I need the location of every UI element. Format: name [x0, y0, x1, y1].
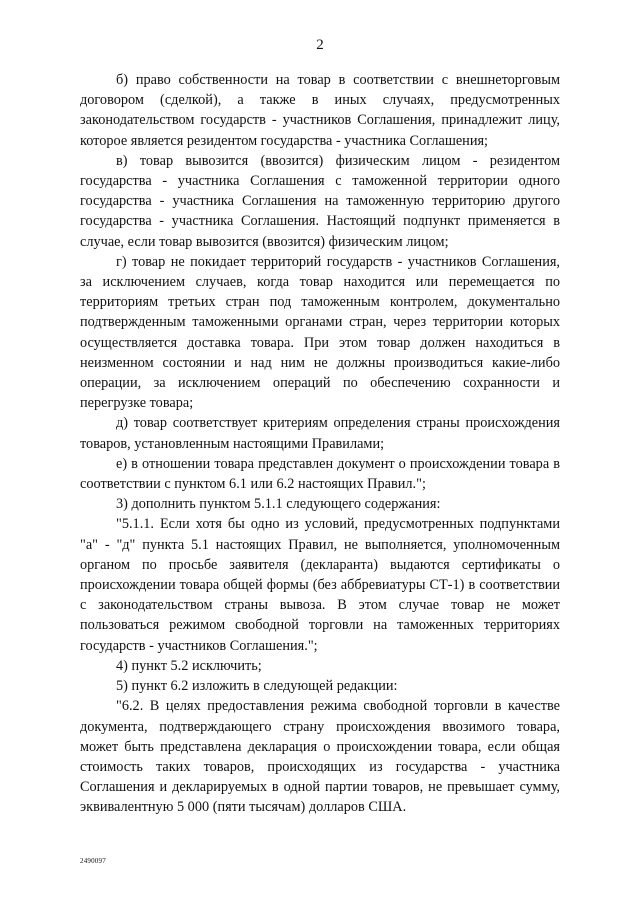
paragraph-clause-6-2: "6.2. В целях предоставления режима свободной торговли в качестве документа, подтверждающего страну происхождения ввозимого товара, может быть представлена декларация о происхождении товара, если общая стоимость таких товаров, происходящих из государства - участника Соглашения и декларируемых в одной партии товаров, не превышает сумму, эквивалентную 5 000 (пяти тысячам) долларов США.: [80, 698, 560, 816]
paragraph-item-v: в) товар вывозится (ввозится) физическим лицом - резидентом государства - участника Соглашения с таможенной территории одного государства - участника Соглашения на таможенную территорию другого государства - участника Соглашения. Настоящий подпункт применяется в случае, если товар вывозится (ввозится) физическим лицом;: [80, 152, 560, 250]
paragraph-item-g: г) товар не покидает территорий государств - участников Соглашения, за исключением случаев, когда товар находится или перемещается по территориям третьих стран под таможенным контролем, документально подтвержденным таможенными органами стран, через территории которых осуществляется доставка товара. При этом товар должен находиться в неизменном состоянии и над ним не должны производиться какие-либо операции, за исключением операций по обеспечению сохранности и перегрузке товара;: [80, 253, 560, 412]
paragraph-item-e: е) в отношении товара представлен документ о происхождении товара в соответствии с пунктом 6.1 или 6.2 настоящих Правил.";: [80, 455, 560, 493]
paragraph-amendment-4: 4) пункт 5.2 исключить;: [116, 657, 262, 674]
paragraph-clause-5-1-1: "5.1.1. Если хотя бы одно из условий, предусмотренных подпунктами "а" - "д" пункта 5.1 настоящих Правил, не выполняется, уполномоченным органом по просьбе заявителя (декларанта) выдаются сертификаты о происхождении товара общей формы (без аббревиатуры СТ-1) в соответствии с законодательством страны вывоза. В этом случае товар не может пользоваться режимом свободной торговли на таможенных территориях государств - участников Соглашения.";: [80, 516, 560, 654]
page-number: 2: [316, 37, 324, 53]
paragraph-amendment-3: 3) дополнить пунктом 5.1.1 следующего содержания:: [116, 496, 441, 513]
document-body: [80, 70, 560, 818]
paragraph-amendment-5: 5) пункт 6.2 изложить в следующей редакции:: [116, 678, 398, 695]
paragraph-item-b: б) право собственности на товар в соответствии с внешнеторговым договором (сделкой), а также в иных случаях, предусмотренных законодательством государств - участников Соглашения, принадлежит лицу, которое является резидентом государства - участника Соглашения;: [80, 72, 560, 149]
paragraph-item-d: д) товар соответствует критериям определения страны происхождения товаров, установленным настоящими Правилами;: [80, 415, 560, 452]
document-code: 2490097: [80, 857, 106, 865]
